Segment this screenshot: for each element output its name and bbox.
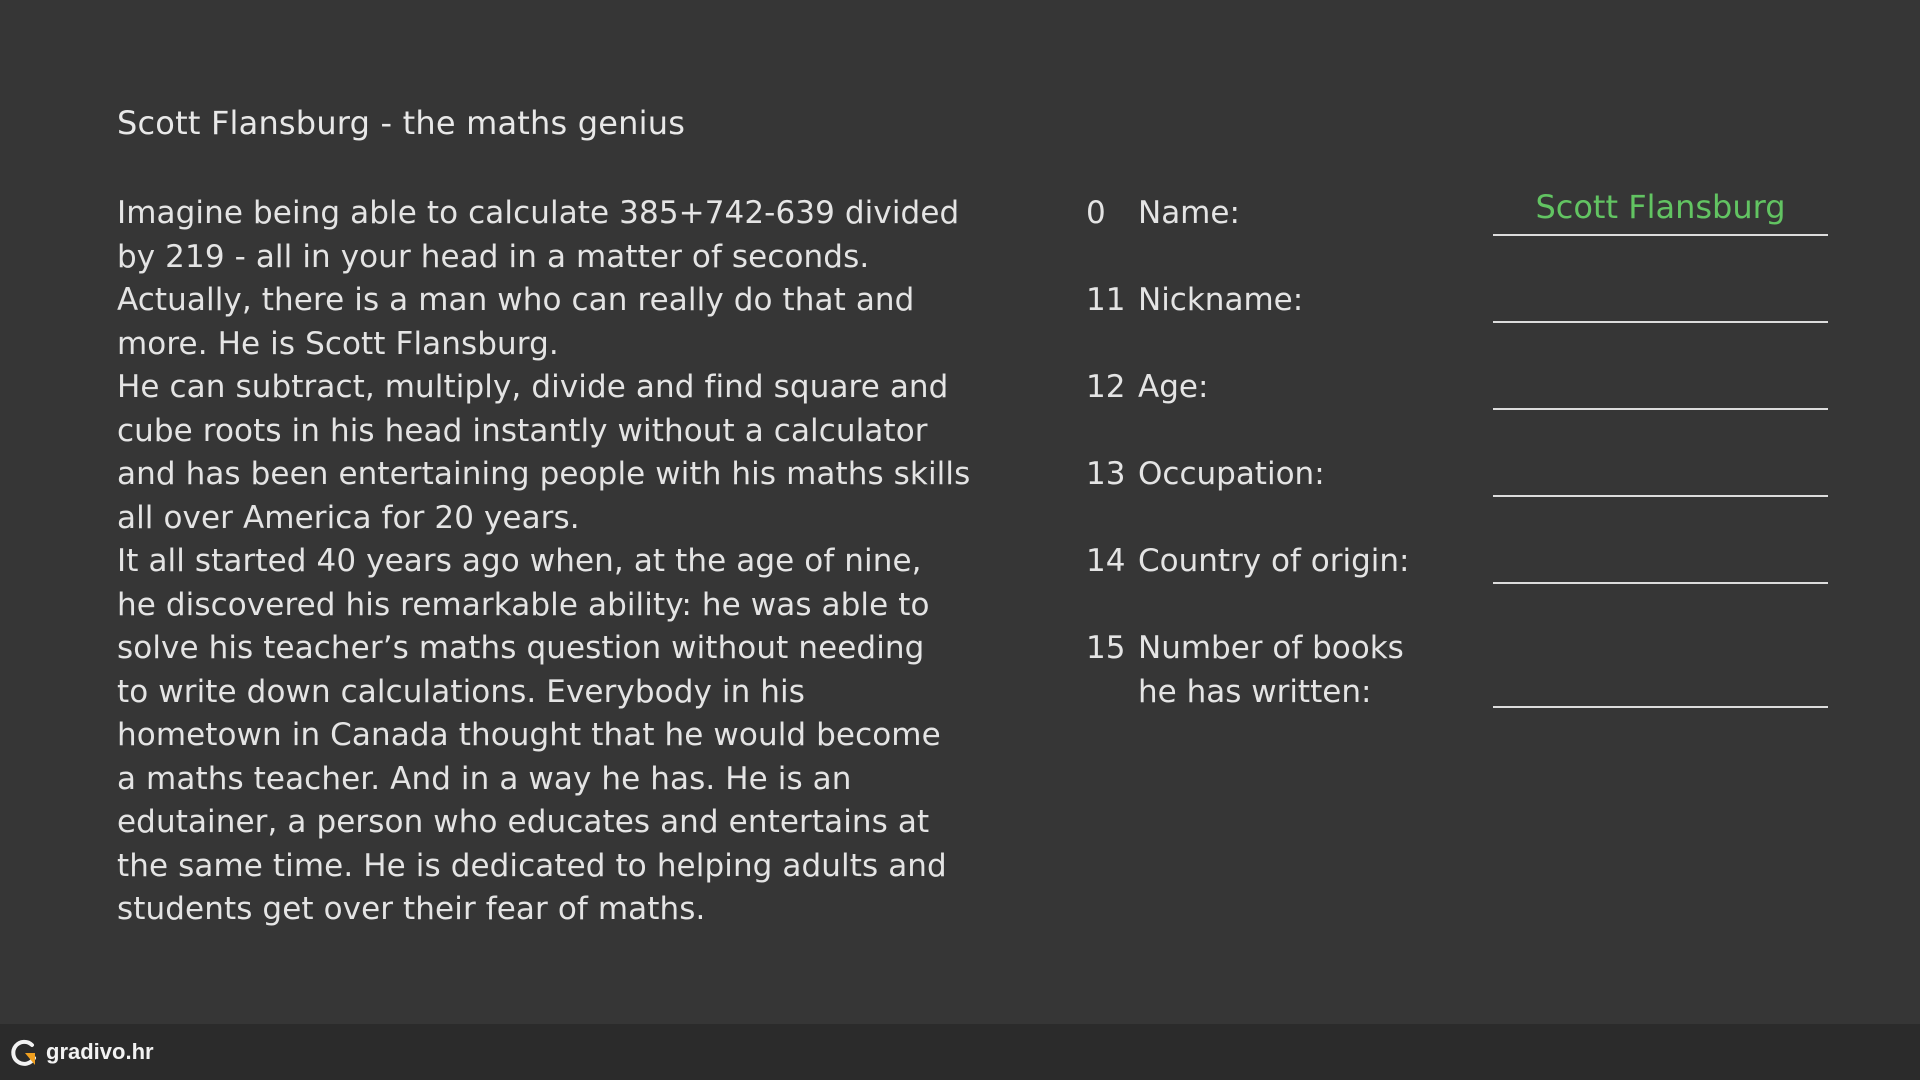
passage-line: a maths teacher. And in a way he has. He is an: [117, 760, 852, 797]
passage-line: Imagine being able to calculate 385+742-639 divided: [117, 195, 960, 231]
question-label: [1138, 279, 1303, 323]
passage-line: to write down calculations. Everybody in his: [117, 673, 806, 710]
answer-line[interactable]: [1493, 706, 1828, 708]
passage-line: the same time. He is dedicated to helping adults and: [117, 847, 947, 884]
passage-line: and has been entertaining people with his maths skills: [117, 456, 971, 492]
question-label: [1138, 627, 1404, 714]
question-label-line: Age:: [1138, 369, 1209, 405]
question-label-line: Occupation:: [1138, 456, 1325, 492]
answer-line[interactable]: [1493, 408, 1828, 410]
answer-line[interactable]: [1493, 321, 1828, 323]
passage-line: hometown in Canada thought that he would become: [117, 717, 941, 753]
question-label-line: Number of books: [1138, 630, 1404, 666]
passage-line: He can subtract, multiply, divide and find square and: [117, 369, 949, 405]
question-number: 11: [1086, 282, 1126, 318]
passage-line: more. He is Scott Flansburg.: [117, 325, 559, 362]
question-number: 12: [1086, 369, 1126, 405]
passage-line: he discovered his remarkable ability: he was able to: [117, 586, 930, 623]
passage-line: by 219 - all in your head in a matter of seconds.: [117, 238, 870, 275]
question-label-line: he has written:: [1138, 673, 1372, 710]
question-number: 0: [1086, 195, 1106, 231]
reading-passage: [117, 192, 971, 932]
passage-line: It all started 40 years ago when, at the age of nine,: [117, 543, 922, 579]
footer-bar: [0, 1024, 1920, 1080]
answer-line[interactable]: [1493, 234, 1828, 236]
gradivo-logo-icon: [10, 1038, 40, 1068]
answer-line[interactable]: [1493, 495, 1828, 497]
answer-line[interactable]: [1493, 582, 1828, 584]
passage-line: cube roots in his head instantly without a calculator: [117, 412, 928, 449]
question-label-line: Nickname:: [1138, 282, 1304, 318]
question-label: [1138, 366, 1208, 410]
question-label: [1138, 192, 1240, 236]
answer-value: Scott Flansburg: [1535, 188, 1786, 226]
passage-line: Actually, there is a man who can really do that and: [117, 282, 915, 318]
question-label: [1138, 540, 1409, 584]
question-label: [1138, 453, 1325, 497]
question-number: 13: [1086, 456, 1126, 492]
passage-line: edutainer, a person who educates and entertains at: [117, 804, 930, 840]
page-title: Scott Flansburg - the maths genius: [117, 104, 686, 142]
question-number: 14: [1086, 543, 1126, 579]
passage-line: solve his teacher’s maths question without needing: [117, 630, 925, 666]
question-label-line: Country of origin:: [1138, 543, 1410, 579]
passage-line: students get over their fear of maths.: [117, 891, 706, 927]
question-label-line: Name:: [1138, 195, 1240, 231]
brand-name[interactable]: gradivo.hr: [46, 1039, 154, 1064]
passage-line: all over America for 20 years.: [117, 499, 580, 536]
question-number: 15: [1086, 630, 1126, 666]
